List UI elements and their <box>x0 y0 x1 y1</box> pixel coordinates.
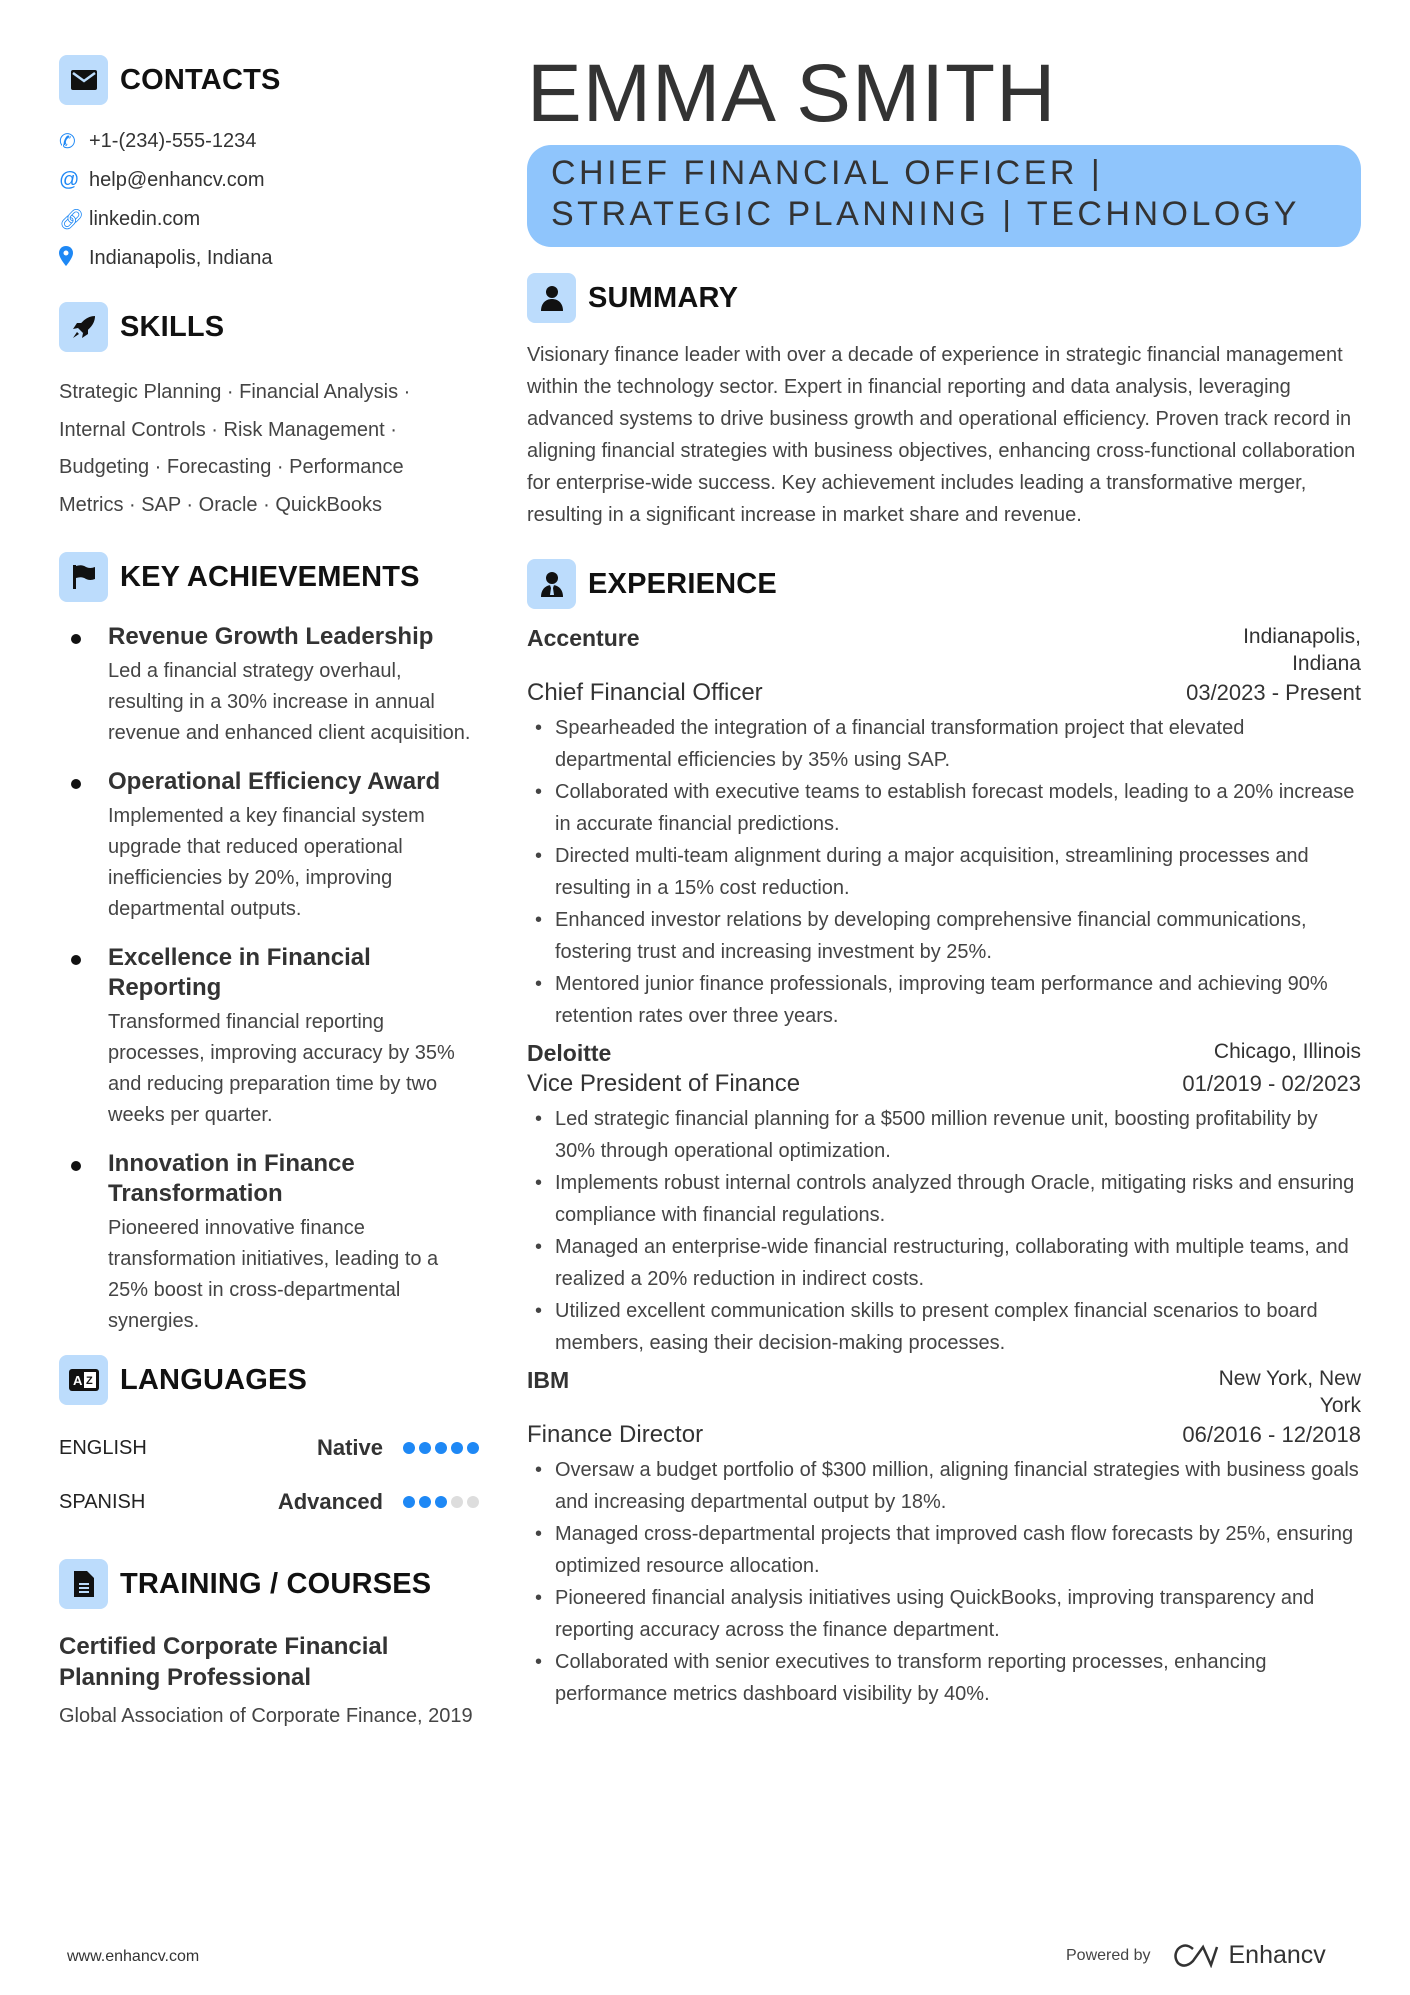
language-item <box>59 1421 479 1475</box>
summary-header <box>527 273 1361 323</box>
rating-dot <box>419 1442 431 1454</box>
document-icon <box>59 1559 108 1609</box>
job-header <box>527 623 1361 677</box>
job-role: Chief Financial Officer <box>527 679 763 706</box>
phone-icon: ✆ <box>59 131 76 153</box>
job-location: Chicago, Illinois <box>1213 1040 1361 1063</box>
at-icon: @ <box>59 169 80 191</box>
bullet-item: • Led strategic financial planning for a $500 million revenue unit, boosting profitability by 30% through operational optimization. <box>527 1103 1361 1167</box>
achievement-item <box>59 1149 479 1337</box>
right-column <box>527 46 1361 1710</box>
rating-dot <box>435 1496 447 1508</box>
enhancv-logo[interactable] <box>1173 1941 1326 1970</box>
experience-title: EXPERIENCE <box>588 567 777 600</box>
job-bullets <box>527 1454 1361 1710</box>
location-pin-icon <box>59 246 89 272</box>
language-level: Native <box>316 1435 383 1460</box>
skills-title: SKILLS <box>120 310 225 343</box>
bullet-dot <box>71 779 81 789</box>
bullet-item: • Directed multi-team alignment during a major acquisition, streamlining processes and resulting in a 15% cost reduction. <box>527 840 1361 904</box>
flag-icon <box>59 552 108 602</box>
link-icon: 🔗︎ <box>59 209 85 231</box>
job-role: Finance Director <box>527 1421 704 1448</box>
job-location: New York, New York <box>1218 1367 1361 1417</box>
language-name: SPANISH <box>59 1490 146 1513</box>
bullet-item: • Pioneered financial analysis initiatives using QuickBooks, improving transparency and reporting accuracy across the finance department. <box>527 1582 1361 1646</box>
job-dates: 01/2019 - 02/2023 <box>1182 1071 1361 1096</box>
achievement-item <box>59 622 479 749</box>
experience-header <box>527 559 1361 609</box>
job-header <box>527 1365 1361 1419</box>
footer-branding <box>1066 1941 1326 1970</box>
contact-location <box>59 239 479 278</box>
language-name: ENGLISH <box>59 1436 147 1459</box>
achievement-title: Operational Efficiency Award <box>108 768 441 795</box>
bullet-item: • Spearheaded the integration of a financial transformation project that elevated departmental efficiencies by 35% using SAP. <box>527 712 1361 776</box>
bullet-item: • Enhanced investor relations by developing comprehensive financial communications, fostering trust and increasing investment by 25%. <box>527 904 1361 968</box>
rocket-icon <box>59 302 108 352</box>
location-text: Indianapolis, Indiana <box>89 247 273 269</box>
email-text[interactable]: help@enhancv.com <box>89 169 265 191</box>
job-location: Indianapolis, Indiana <box>1243 625 1361 675</box>
achievement-title: Revenue Growth Leadership <box>108 623 434 650</box>
contacts-header <box>59 55 479 105</box>
summary-title: SUMMARY <box>588 281 739 314</box>
bullet-dot <box>71 634 81 644</box>
rating-dot <box>403 1442 415 1454</box>
job-bullets <box>527 1103 1361 1359</box>
language-item <box>59 1475 479 1529</box>
rating-dot <box>403 1496 415 1508</box>
achievements-list <box>59 622 479 1337</box>
achievement-item <box>59 767 479 925</box>
job-dates: 06/2016 - 12/2018 <box>1182 1422 1361 1447</box>
skills-header <box>59 302 479 352</box>
job-header <box>527 1038 1361 1068</box>
enhancv-logo-icon <box>1173 1944 1219 1968</box>
contacts-title: CONTACTS <box>120 63 281 96</box>
summary-text: Visionary finance leader with over a decade of experience in strategic financial management within the technology sector. Expert in financial reporting and data analysis, leveraging advanced systems to drive business growth and operational efficiency. Proven track record in aligning financial strategies with business objectives, enhancing cross-functional collaboration for enterprise-wide success. Key achievement includes leading a transformative merger, resulting in a significant increase in market share and revenue. <box>527 344 1356 526</box>
bullet-item: • Utilized excellent communication skills to present complex financial scenarios to board members, easing their decision-making processes. <box>527 1295 1361 1359</box>
rating-dot <box>451 1442 463 1454</box>
achievement-description: Transformed financial reporting processes, improving accuracy by 35% and reducing preparation time by two weeks per quarter. <box>108 1011 455 1126</box>
translate-icon <box>59 1355 108 1405</box>
language-level: Advanced <box>277 1489 383 1514</box>
contact-phone <box>59 122 479 161</box>
contact-email <box>59 161 479 200</box>
achievement-description: Pioneered innovative finance transformation initiatives, leading to a 25% boost in cross-departmental synergies. <box>108 1217 439 1332</box>
job-dates: 03/2023 - Present <box>1186 680 1361 705</box>
achievements-header <box>59 552 479 602</box>
course-title: Certified Corporate Financial Planning Professional <box>59 1633 389 1691</box>
job-title-banner: CHIEF FINANCIAL OFFICER | STRATEGIC PLANNING | TECHNOLOGY <box>527 145 1361 247</box>
phone-text[interactable]: +1-(234)-555-1234 <box>89 130 257 152</box>
envelope-icon <box>59 55 108 105</box>
left-column <box>59 55 479 1732</box>
company-name: IBM <box>527 1367 570 1393</box>
languages-title: LANGUAGES <box>120 1363 308 1396</box>
rating-dot <box>435 1442 447 1454</box>
proficiency-rating <box>403 1442 479 1454</box>
bullet-item: • Mentored junior finance professionals, improving team performance and achieving 90% retention rates over three years. <box>527 968 1361 1032</box>
proficiency-rating <box>403 1496 479 1508</box>
footer-website[interactable]: www.enhancv.com <box>67 1948 200 1965</box>
experience-list <box>527 623 1361 1710</box>
person-icon <box>527 273 576 323</box>
achievement-title: Innovation in Finance Transformation <box>108 1150 355 1207</box>
contact-linkedin <box>59 200 479 239</box>
role-row <box>527 677 1361 709</box>
bullet-item: • Oversaw a budget portfolio of $300 million, aligning financial strategies with business goals and increasing departmental output by 18%. <box>527 1454 1361 1518</box>
skills-list: Strategic Planning · Financial Analysis · Internal Controls · Risk Management · Budgeting · Forecasting · Performance Metrics · SAP · Oracle · QuickBooks <box>59 381 411 516</box>
bullet-item: • Collaborated with senior executives to transform reporting processes, enhancing performance metrics dashboard visibility by 40%. <box>527 1646 1361 1710</box>
bullet-item: • Managed cross-departmental projects that improved cash flow forecasts by 25%, ensuring optimized resource allocation. <box>527 1518 1361 1582</box>
achievements-title: KEY ACHIEVEMENTS <box>120 560 420 593</box>
company-name: Accenture <box>527 625 640 651</box>
role-row <box>527 1068 1361 1100</box>
bullet-dot <box>71 955 81 965</box>
company-name: Deloitte <box>527 1040 612 1066</box>
job-bullets <box>527 712 1361 1032</box>
course-organization: Global Association of Corporate Finance, 2019 <box>59 1705 473 1727</box>
rating-dot <box>419 1496 431 1508</box>
bullet-dot <box>71 1161 81 1171</box>
powered-by-label: Powered by <box>1066 1946 1151 1964</box>
languages-header <box>59 1355 479 1405</box>
job-role: Vice President of Finance <box>527 1070 801 1097</box>
bullet-item: • Collaborated with executive teams to establish forecast models, leading to a 20% increase in accurate financial predictions. <box>527 776 1361 840</box>
bullet-item: • Implements robust internal controls analyzed through Oracle, mitigating risks and ensuring compliance with financial regulations. <box>527 1167 1361 1231</box>
achievement-description: Implemented a key financial system upgrade that reduced operational inefficiencies by 20%, improving departmental outputs. <box>108 805 425 920</box>
languages-list <box>59 1421 479 1529</box>
achievement-description: Led a financial strategy overhaul, resulting in a 30% increase in annual revenue and enhanced client acquisition. <box>108 660 471 744</box>
training-title: TRAINING / COURSES <box>120 1567 432 1600</box>
job-entry <box>527 1038 1361 1359</box>
brand-name: Enhancv <box>1228 1941 1326 1969</box>
job-entry <box>527 623 1361 1032</box>
rating-dot <box>451 1496 463 1508</box>
bullet-item: • Managed an enterprise-wide financial restructuring, collaborating with multiple teams, and realized a 20% reduction in indirect costs. <box>527 1231 1361 1295</box>
businessman-icon <box>527 559 576 609</box>
linkedin-text[interactable]: linkedin.com <box>89 208 201 230</box>
rating-dot <box>467 1442 479 1454</box>
candidate-name: EMMA SMITH <box>527 48 1057 139</box>
training-header <box>59 1559 479 1609</box>
achievement-title: Excellence in Financial Reporting <box>108 944 371 1001</box>
rating-dot <box>467 1496 479 1508</box>
role-row <box>527 1419 1361 1451</box>
job-entry <box>527 1365 1361 1710</box>
achievement-item <box>59 943 479 1131</box>
svg-text:Z: Z <box>85 1375 93 1387</box>
svg-text:A: A <box>72 1373 82 1388</box>
